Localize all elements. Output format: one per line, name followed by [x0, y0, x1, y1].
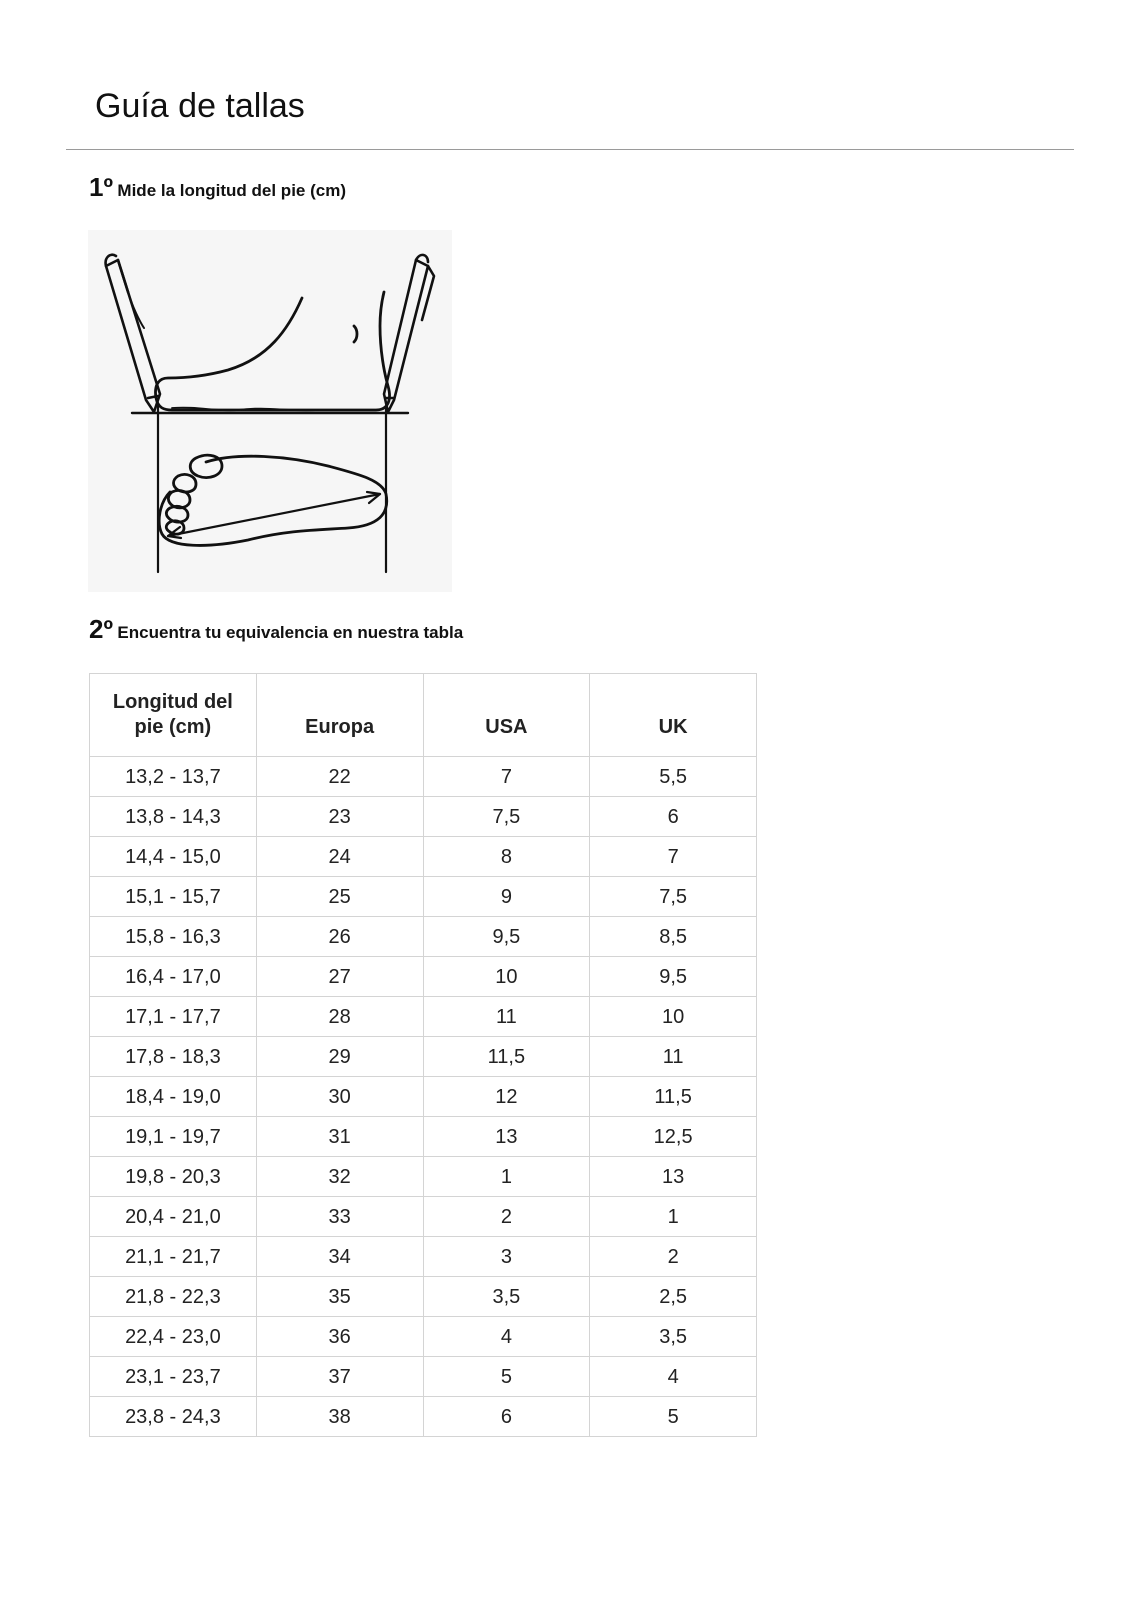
usa-size-cell: 9,5 — [423, 917, 590, 957]
table-row — [90, 1157, 757, 1197]
europe-size-cell: 30 — [256, 1077, 423, 1117]
foot-length-cell: 14,4 - 15,0 — [90, 837, 257, 877]
foot-measurement-figure — [88, 230, 452, 592]
uk-size-cell: 2,5 — [590, 1277, 757, 1317]
table-row — [90, 957, 757, 997]
usa-size-cell: 3,5 — [423, 1277, 590, 1317]
step-2-number: 2º — [89, 614, 113, 644]
step-1-heading — [89, 172, 346, 203]
table-header-row — [90, 674, 757, 757]
table-row — [90, 997, 757, 1037]
uk-size-cell: 12,5 — [590, 1117, 757, 1157]
usa-size-cell: 11,5 — [423, 1037, 590, 1077]
europe-size-cell: 22 — [256, 757, 423, 797]
foot-length-cell: 22,4 - 23,0 — [90, 1317, 257, 1357]
header-usa: USA — [423, 674, 590, 757]
step-1-number: 1º — [89, 172, 113, 202]
table-row — [90, 917, 757, 957]
foot-length-cell: 19,1 - 19,7 — [90, 1117, 257, 1157]
usa-size-cell: 8 — [423, 837, 590, 877]
uk-size-cell: 11 — [590, 1037, 757, 1077]
foot-length-cell: 19,8 - 20,3 — [90, 1157, 257, 1197]
usa-size-cell: 10 — [423, 957, 590, 997]
usa-size-cell: 9 — [423, 877, 590, 917]
uk-size-cell: 9,5 — [590, 957, 757, 997]
europe-size-cell: 29 — [256, 1037, 423, 1077]
foot-length-cell: 23,1 - 23,7 — [90, 1357, 257, 1397]
europe-size-cell: 28 — [256, 997, 423, 1037]
step-2-heading — [89, 614, 463, 645]
europe-size-cell: 32 — [256, 1157, 423, 1197]
usa-size-cell: 7 — [423, 757, 590, 797]
table-row — [90, 797, 757, 837]
usa-size-cell: 13 — [423, 1117, 590, 1157]
usa-size-cell: 7,5 — [423, 797, 590, 837]
uk-size-cell: 3,5 — [590, 1317, 757, 1357]
table-row — [90, 1277, 757, 1317]
table-row — [90, 1317, 757, 1357]
foot-length-cell: 17,8 - 18,3 — [90, 1037, 257, 1077]
uk-size-cell: 2 — [590, 1237, 757, 1277]
uk-size-cell: 7,5 — [590, 877, 757, 917]
usa-size-cell: 6 — [423, 1397, 590, 1437]
foot-length-cell: 13,2 - 13,7 — [90, 757, 257, 797]
europe-size-cell: 37 — [256, 1357, 423, 1397]
uk-size-cell: 13 — [590, 1157, 757, 1197]
europe-size-cell: 23 — [256, 797, 423, 837]
foot-length-cell: 18,4 - 19,0 — [90, 1077, 257, 1117]
usa-size-cell: 11 — [423, 997, 590, 1037]
foot-side-view-icon — [156, 292, 390, 410]
uk-size-cell: 5 — [590, 1397, 757, 1437]
table-row — [90, 837, 757, 877]
uk-size-cell: 7 — [590, 837, 757, 877]
foot-length-cell: 15,1 - 15,7 — [90, 877, 257, 917]
uk-size-cell: 1 — [590, 1197, 757, 1237]
usa-size-cell: 4 — [423, 1317, 590, 1357]
size-equivalence-table — [89, 673, 757, 1437]
europe-size-cell: 36 — [256, 1317, 423, 1357]
europe-size-cell: 38 — [256, 1397, 423, 1437]
europe-size-cell: 31 — [256, 1117, 423, 1157]
table-row — [90, 1237, 757, 1277]
table-row — [90, 877, 757, 917]
europe-size-cell: 34 — [256, 1237, 423, 1277]
left-pencil-icon — [106, 255, 160, 412]
step-1-text: Mide la longitud del pie (cm) — [117, 181, 346, 200]
uk-size-cell: 10 — [590, 997, 757, 1037]
table-row — [90, 1037, 757, 1077]
foot-length-cell: 16,4 - 17,0 — [90, 957, 257, 997]
foot-length-cell: 20,4 - 21,0 — [90, 1197, 257, 1237]
header-foot-length: Longitud del pie (cm) — [90, 674, 257, 757]
page-title: Guía de tallas — [95, 87, 305, 125]
europe-size-cell: 35 — [256, 1277, 423, 1317]
usa-size-cell: 1 — [423, 1157, 590, 1197]
europe-size-cell: 26 — [256, 917, 423, 957]
table-row — [90, 1077, 757, 1117]
header-uk: UK — [590, 674, 757, 757]
length-arrow-icon — [168, 492, 380, 538]
uk-size-cell: 5,5 — [590, 757, 757, 797]
foot-length-cell: 21,8 - 22,3 — [90, 1277, 257, 1317]
table-row — [90, 1117, 757, 1157]
europe-size-cell: 25 — [256, 877, 423, 917]
title-divider — [66, 149, 1074, 150]
europe-size-cell: 27 — [256, 957, 423, 997]
table-row — [90, 1197, 757, 1237]
foot-length-cell: 23,8 - 24,3 — [90, 1397, 257, 1437]
uk-size-cell: 4 — [590, 1357, 757, 1397]
right-pencil-icon — [384, 255, 434, 412]
foot-length-cell: 13,8 - 14,3 — [90, 797, 257, 837]
table-row — [90, 757, 757, 797]
uk-size-cell: 8,5 — [590, 917, 757, 957]
usa-size-cell: 2 — [423, 1197, 590, 1237]
uk-size-cell: 11,5 — [590, 1077, 757, 1117]
table-row — [90, 1397, 757, 1437]
usa-size-cell: 12 — [423, 1077, 590, 1117]
uk-size-cell: 6 — [590, 797, 757, 837]
foot-length-cell: 17,1 - 17,7 — [90, 997, 257, 1037]
table-body — [90, 757, 757, 1437]
foot-measurement-icon — [88, 230, 452, 592]
europe-size-cell: 24 — [256, 837, 423, 877]
step-2-text: Encuentra tu equivalencia en nuestra tabla — [117, 623, 464, 642]
foot-length-cell: 21,1 - 21,7 — [90, 1237, 257, 1277]
table-row — [90, 1357, 757, 1397]
foot-length-cell: 15,8 - 16,3 — [90, 917, 257, 957]
europe-size-cell: 33 — [256, 1197, 423, 1237]
header-europe: Europa — [256, 674, 423, 757]
usa-size-cell: 5 — [423, 1357, 590, 1397]
usa-size-cell: 3 — [423, 1237, 590, 1277]
